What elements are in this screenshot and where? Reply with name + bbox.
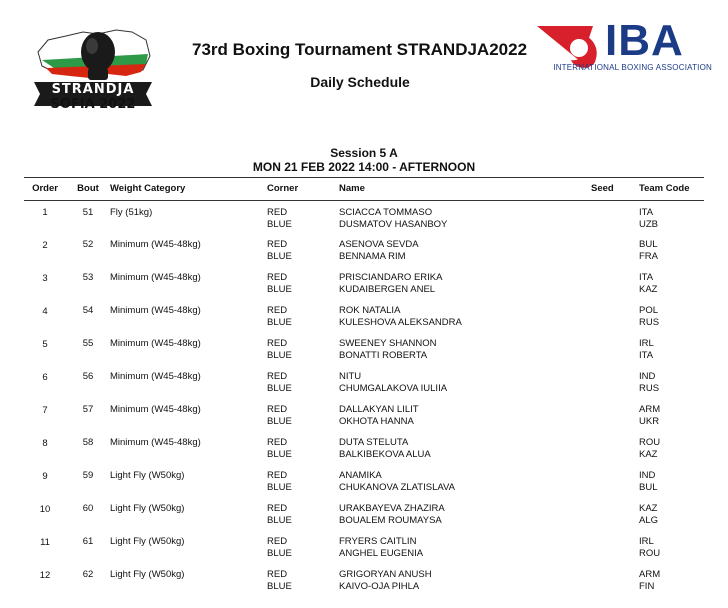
team-blue-code: RUS (639, 317, 660, 328)
cell-name (339, 569, 591, 602)
cell-bout: 52 (82, 239, 94, 250)
cell-weight-category: Minimum (W45-48kg) (110, 404, 201, 415)
corner-blue: BLUE (267, 251, 292, 262)
cell-team-code (639, 239, 704, 272)
cell-name (339, 536, 591, 569)
boxer-red-name: DALLAKYAN LILIT (339, 404, 419, 415)
iba-wordmark: IBA (605, 16, 684, 65)
boxer-blue-name: BONATTI ROBERTA (339, 350, 428, 361)
cell-order: 7 (42, 405, 48, 416)
corner-red: RED (267, 338, 288, 349)
team-blue-code: UKR (639, 416, 660, 427)
cell-bout: 61 (82, 536, 94, 547)
boxer-red-name: FRYERS CAITLIN (339, 536, 417, 547)
cell-name (339, 503, 591, 536)
cell-order: 2 (42, 240, 48, 251)
table-row (24, 272, 704, 305)
boxer-blue-name: DUSMATOV HASANBOY (339, 219, 448, 230)
cell-corner (267, 536, 339, 569)
session-name: Session 5 A (330, 146, 398, 160)
team-red-code: POL (639, 305, 659, 316)
corner-blue: BLUE (267, 548, 292, 559)
header-seed: Seed (591, 178, 639, 201)
corner-red: RED (267, 404, 288, 415)
corner-red: RED (267, 536, 288, 547)
table-row (24, 239, 704, 272)
table-row (24, 503, 704, 536)
strandja-logo (28, 22, 158, 114)
cell-weight-category: Light Fly (W50kg) (110, 470, 185, 481)
boxer-blue-name: KUDAIBERGEN ANEL (339, 284, 436, 295)
cell-team-code (639, 569, 704, 602)
cell-bout: 56 (82, 371, 94, 382)
team-blue-code: ALG (639, 515, 659, 526)
cell-name (339, 371, 591, 404)
team-red-code: ARM (639, 569, 661, 580)
cell-team-code (639, 536, 704, 569)
table-row (24, 470, 704, 503)
table-row (24, 536, 704, 569)
boxer-red-name: NITU (339, 371, 362, 382)
table-row (24, 201, 704, 240)
team-blue-code: UZB (639, 219, 658, 230)
corner-red: RED (267, 371, 288, 382)
cell-team-code (639, 437, 704, 470)
cell-seed (591, 305, 639, 338)
cell-weight-category: Minimum (W45-48kg) (110, 305, 201, 316)
boxer-red-name: SCIACCA TOMMASO (339, 207, 433, 218)
cell-seed (591, 503, 639, 536)
cell-order: 9 (42, 471, 48, 482)
team-blue-code: ITA (639, 350, 654, 361)
page-title: 73rd Boxing Tournament STRANDJA2022 (192, 40, 528, 59)
boxer-red-name: ANAMIKA (339, 470, 382, 481)
page-subtitle: Daily Schedule (310, 74, 410, 90)
cell-weight-category: Fly (51kg) (110, 207, 153, 218)
cell-bout: 59 (82, 470, 94, 481)
boxer-red-name: PRISCIANDARO ERIKA (339, 272, 443, 283)
team-red-code: ROU (639, 437, 661, 448)
cell-corner (267, 371, 339, 404)
cell-bout: 60 (82, 503, 94, 514)
corner-blue: BLUE (267, 219, 292, 230)
corner-red: RED (267, 305, 288, 316)
session-header (0, 146, 728, 174)
corner-blue: BLUE (267, 383, 292, 394)
iba-tagline: INTERNATIONAL BOXING ASSOCIATION (553, 63, 712, 72)
cell-team-code (639, 338, 704, 371)
team-blue-code: FRA (639, 251, 658, 262)
corner-red: RED (267, 239, 288, 250)
team-red-code: IRL (639, 338, 654, 349)
boxer-red-name: ASENOVA SEVDA (339, 239, 419, 250)
team-red-code: BUL (639, 239, 658, 250)
cell-name (339, 404, 591, 437)
cell-weight-category: Minimum (W45-48kg) (110, 338, 201, 349)
cell-bout: 58 (82, 437, 94, 448)
cell-corner (267, 239, 339, 272)
team-red-code: IRL (639, 536, 654, 547)
cell-order: 4 (42, 306, 48, 317)
cell-corner (267, 338, 339, 371)
corner-blue: BLUE (267, 581, 292, 592)
cell-weight-category: Minimum (W45-48kg) (110, 272, 201, 283)
table-row (24, 305, 704, 338)
cell-bout: 54 (82, 305, 94, 316)
session-datetime: MON 21 FEB 2022 14:00 - AFTERNOON (252, 160, 476, 174)
cell-order: 11 (40, 537, 50, 548)
boxer-blue-name: KAIVO-OJA PIHLA (339, 581, 420, 592)
boxer-red-name: SWEENEY SHANNON (339, 338, 437, 349)
table-row (24, 569, 704, 602)
boxer-blue-name: CHUKANOVA ZLATISLAVA (339, 482, 455, 493)
boxer-blue-name: OKHOTA HANNA (339, 416, 414, 427)
cell-corner (267, 305, 339, 338)
header-bout: Bout (66, 178, 110, 201)
table-row (24, 338, 704, 371)
cell-bout: 51 (82, 207, 94, 218)
boxer-red-name: ROK NATALIA (339, 305, 401, 316)
cell-seed (591, 536, 639, 569)
cell-corner (267, 272, 339, 305)
corner-blue: BLUE (267, 449, 292, 460)
boxer-blue-name: BENNAMA RIM (339, 251, 406, 262)
cell-order: 8 (42, 438, 48, 449)
corner-blue: BLUE (267, 482, 292, 493)
cell-order: 3 (42, 273, 48, 284)
table-row (24, 371, 704, 404)
team-red-code: KAZ (639, 503, 658, 514)
boxer-red-name: GRIGORYAN ANUSH (339, 569, 432, 580)
team-blue-code: ROU (639, 548, 661, 559)
cell-weight-category: Minimum (W45-48kg) (110, 371, 201, 382)
cell-seed (591, 404, 639, 437)
strandja-logo-top-text: STRANDJA (51, 82, 135, 97)
boxer-blue-name: BALKIBEKOVA ALUA (339, 449, 431, 460)
cell-seed (591, 201, 639, 240)
corner-red: RED (267, 437, 288, 448)
cell-corner (267, 201, 339, 240)
corner-blue: BLUE (267, 350, 292, 361)
cell-corner (267, 470, 339, 503)
header-order: Order (24, 178, 66, 201)
cell-name (339, 470, 591, 503)
table-row (24, 437, 704, 470)
strandja-logo-bottom-text: SOFIA 2022 (50, 97, 136, 112)
cell-order: 10 (39, 504, 51, 515)
cell-seed (591, 569, 639, 602)
boxer-red-name: DUTA STELUTA (339, 437, 409, 448)
team-blue-code: FIN (639, 581, 655, 592)
cell-team-code (639, 503, 704, 536)
cell-order: 6 (42, 372, 48, 383)
cell-team-code (639, 470, 704, 503)
corner-blue: BLUE (267, 317, 292, 328)
cell-weight-category: Light Fly (W50kg) (110, 569, 185, 580)
team-red-code: ITA (639, 207, 654, 218)
cell-bout: 55 (82, 338, 94, 349)
corner-red: RED (267, 503, 288, 514)
cell-seed (591, 338, 639, 371)
cell-team-code (639, 305, 704, 338)
cell-order: 5 (42, 339, 48, 350)
cell-order: 12 (39, 570, 51, 581)
corner-red: RED (267, 272, 288, 283)
cell-team-code (639, 404, 704, 437)
cell-name (339, 272, 591, 305)
team-blue-code: KAZ (639, 284, 658, 295)
cell-name (339, 305, 591, 338)
cell-corner (267, 503, 339, 536)
cell-weight-category: Light Fly (W50kg) (110, 536, 185, 547)
team-red-code: IND (639, 470, 656, 481)
corner-blue: BLUE (267, 284, 292, 295)
team-blue-code: KAZ (639, 449, 658, 460)
cell-weight-category: Minimum (W45-48kg) (110, 437, 201, 448)
cell-team-code (639, 201, 704, 240)
cell-corner (267, 404, 339, 437)
corner-red: RED (267, 207, 288, 218)
cell-name (339, 239, 591, 272)
cell-name (339, 201, 591, 240)
corner-red: RED (267, 470, 288, 481)
cell-seed (591, 470, 639, 503)
corner-red: RED (267, 569, 288, 580)
cell-name (339, 437, 591, 470)
cell-team-code (639, 371, 704, 404)
cell-weight-category: Light Fly (W50kg) (110, 503, 185, 514)
cell-corner (267, 437, 339, 470)
team-blue-code: RUS (639, 383, 660, 394)
header-team-code: Team Code (639, 178, 704, 201)
cell-seed (591, 272, 639, 305)
schedule-table (24, 177, 704, 602)
boxer-blue-name: ANGHEL EUGENIA (339, 548, 424, 559)
boxer-blue-name: CHUMGALAKOVA IULIIA (339, 383, 448, 394)
table-row (24, 404, 704, 437)
cell-order: 1 (42, 207, 48, 218)
cell-team-code (639, 272, 704, 305)
boxer-red-name: URAKBAYEVA ZHAZIRA (339, 503, 445, 514)
cell-seed (591, 371, 639, 404)
cell-weight-category: Minimum (W45-48kg) (110, 239, 201, 250)
corner-blue: BLUE (267, 515, 292, 526)
header-name: Name (339, 178, 591, 201)
cell-name (339, 338, 591, 371)
table-header-row (24, 178, 704, 201)
boxer-blue-name: BOUALEM ROUMAYSA (339, 515, 442, 526)
cell-bout: 57 (82, 404, 94, 415)
cell-bout: 53 (82, 272, 94, 283)
cell-seed (591, 239, 639, 272)
team-red-code: ITA (639, 272, 654, 283)
boxer-blue-name: KULESHOVA ALEKSANDRA (339, 317, 462, 328)
team-red-code: IND (639, 371, 656, 382)
header-corner: Corner (267, 178, 339, 201)
cell-seed (591, 437, 639, 470)
header-weight-category: Weight Category (110, 178, 267, 201)
team-red-code: ARM (639, 404, 661, 415)
corner-blue: BLUE (267, 416, 292, 427)
team-blue-code: BUL (639, 482, 658, 493)
cell-bout: 62 (82, 569, 94, 580)
cell-corner (267, 569, 339, 602)
